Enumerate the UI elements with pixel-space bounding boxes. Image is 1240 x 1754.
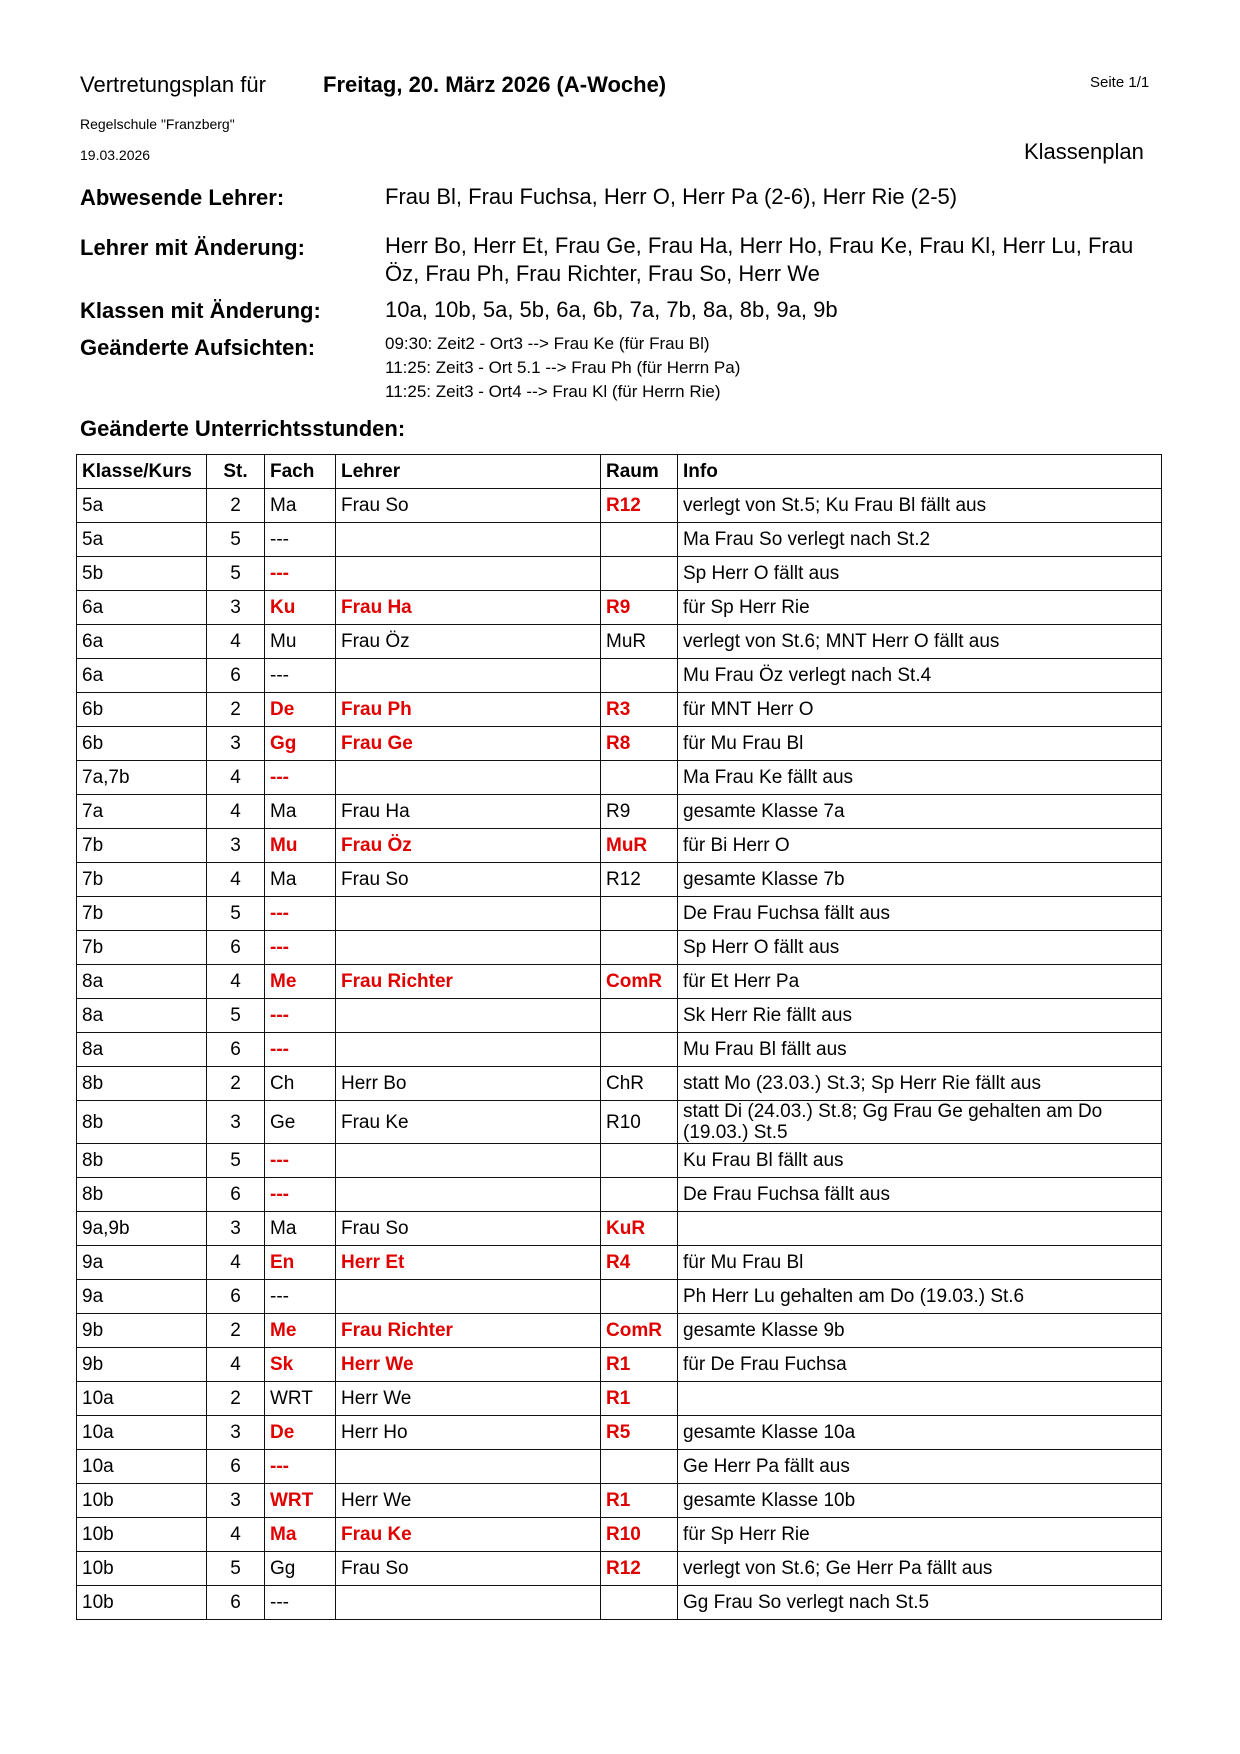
cell-info: Mu Frau Öz verlegt nach St.4 (678, 659, 1162, 693)
cell-info: Ph Herr Lu gehalten am Do (19.03.) St.6 (678, 1280, 1162, 1314)
cell-fach: Sk (265, 1348, 336, 1382)
cell-raum: MuR (601, 625, 678, 659)
cell-lehrer: Frau So (336, 863, 601, 897)
cell-info: für Sp Herr Rie (678, 1518, 1162, 1552)
table-row (77, 591, 1162, 625)
cell-info (678, 1382, 1162, 1416)
supervision-label: Geänderte Aufsichten: (80, 335, 316, 360)
table-row (77, 1484, 1162, 1518)
table-body (77, 489, 1162, 1620)
cell-info: Sp Herr O fällt aus (678, 931, 1162, 965)
cell-info: für Bi Herr O (678, 829, 1162, 863)
cell-lehrer: Frau Ha (336, 591, 601, 625)
cell-stunde: 4 (207, 625, 265, 659)
table-row (77, 1314, 1162, 1348)
cell-stunde: 3 (207, 591, 265, 625)
table-row (77, 1033, 1162, 1067)
cell-raum: R8 (601, 727, 678, 761)
cell-lehrer: Herr We (336, 1348, 601, 1382)
cell-raum (601, 1586, 678, 1620)
cell-lehrer: Frau Ph (336, 693, 601, 727)
cell-klasse: 9b (77, 1348, 207, 1382)
cell-fach: En (265, 1246, 336, 1280)
cell-fach: Me (265, 965, 336, 999)
cell-stunde: 4 (207, 863, 265, 897)
table-row (77, 523, 1162, 557)
table-row (77, 1552, 1162, 1586)
cell-stunde: 5 (207, 897, 265, 931)
cell-lehrer: Frau So (336, 1552, 601, 1586)
cell-stunde: 6 (207, 1450, 265, 1484)
header-stunde: St. (207, 455, 265, 489)
supervision-line: 09:30: Zeit2 - Ort3 --> Frau Ke (für Frau Bl) (385, 334, 710, 353)
cell-fach: Ge (265, 1101, 336, 1144)
cell-klasse: 10b (77, 1518, 207, 1552)
supervision-line: 11:25: Zeit3 - Ort4 --> Frau Kl (für Herrn Rie) (385, 382, 721, 401)
table-row (77, 999, 1162, 1033)
cell-klasse: 10a (77, 1450, 207, 1484)
table-row (77, 1144, 1162, 1178)
cell-raum: R9 (601, 795, 678, 829)
cell-klasse: 8a (77, 1033, 207, 1067)
cell-info: Sp Herr O fällt aus (678, 557, 1162, 591)
cell-lehrer (336, 897, 601, 931)
table-row (77, 1518, 1162, 1552)
cell-raum: R3 (601, 693, 678, 727)
cell-klasse: 6a (77, 659, 207, 693)
cell-raum (601, 931, 678, 965)
cell-klasse: 7b (77, 829, 207, 863)
table-row (77, 1586, 1162, 1620)
cell-stunde: 6 (207, 1178, 265, 1212)
cell-fach: Mu (265, 625, 336, 659)
cell-lehrer: Frau So (336, 1212, 601, 1246)
cell-stunde: 4 (207, 1348, 265, 1382)
cell-raum (601, 1450, 678, 1484)
cell-raum (601, 761, 678, 795)
cell-info: statt Mo (23.03.) St.3; Sp Herr Rie fällt aus (678, 1067, 1162, 1101)
school-name: Regelschule "Franzberg" (80, 116, 235, 132)
cell-fach: Mu (265, 829, 336, 863)
absent-teachers-value: Frau Bl, Frau Fuchsa, Herr O, Herr Pa (2-6), Herr Rie (2-5) (385, 184, 958, 209)
page-title-date: Freitag, 20. März 2026 (A-Woche) (323, 72, 667, 97)
cell-lehrer: Herr Ho (336, 1416, 601, 1450)
cell-klasse: 6b (77, 727, 207, 761)
cell-klasse: 8a (77, 999, 207, 1033)
cell-info: für Mu Frau Bl (678, 1246, 1162, 1280)
cell-info: verlegt von St.6; MNT Herr O fällt aus (678, 625, 1162, 659)
cell-fach: --- (265, 1280, 336, 1314)
cell-klasse: 7a (77, 795, 207, 829)
cell-lehrer: Frau Ge (336, 727, 601, 761)
table-row (77, 1348, 1162, 1382)
cell-lehrer (336, 557, 601, 591)
cell-fach: Me (265, 1314, 336, 1348)
cell-info: gesamte Klasse 9b (678, 1314, 1162, 1348)
cell-stunde: 6 (207, 1033, 265, 1067)
cell-klasse: 5a (77, 489, 207, 523)
cell-lehrer: Herr Bo (336, 1067, 601, 1101)
cell-info: für Et Herr Pa (678, 965, 1162, 999)
cell-fach: Ku (265, 591, 336, 625)
cell-raum: R10 (601, 1518, 678, 1552)
cell-fach: --- (265, 897, 336, 931)
cell-info: Ge Herr Pa fällt aus (678, 1450, 1162, 1484)
cell-lehrer (336, 931, 601, 965)
changed-classes-value: 10a, 10b, 5a, 5b, 6a, 6b, 7a, 7b, 8a, 8b, 9a, 9b (385, 297, 838, 322)
cell-stunde: 4 (207, 795, 265, 829)
cell-raum: R1 (601, 1484, 678, 1518)
table-row (77, 761, 1162, 795)
cell-fach: --- (265, 999, 336, 1033)
cell-info: statt Di (24.03.) St.8; Gg Frau Ge gehalten am Do (19.03.) St.5 (678, 1101, 1162, 1144)
cell-klasse: 10b (77, 1586, 207, 1620)
cell-info: für De Frau Fuchsa (678, 1348, 1162, 1382)
supervision-line: 11:25: Zeit3 - Ort 5.1 --> Frau Ph (für Herrn Pa) (385, 358, 741, 377)
cell-stunde: 6 (207, 931, 265, 965)
cell-raum: R12 (601, 863, 678, 897)
cell-raum: R10 (601, 1101, 678, 1144)
table-row (77, 1212, 1162, 1246)
table-row (77, 625, 1162, 659)
cell-fach: Ma (265, 863, 336, 897)
cell-lehrer (336, 999, 601, 1033)
cell-klasse: 10b (77, 1552, 207, 1586)
table-row (77, 965, 1162, 999)
created-date: 19.03.2026 (80, 147, 151, 163)
substitution-table (76, 454, 1162, 1620)
cell-fach: Ma (265, 795, 336, 829)
table-row (77, 659, 1162, 693)
cell-lehrer (336, 761, 601, 795)
cell-lehrer: Herr We (336, 1484, 601, 1518)
cell-info: Sk Herr Rie fällt aus (678, 999, 1162, 1033)
cell-lehrer (336, 1178, 601, 1212)
cell-info: für MNT Herr O (678, 693, 1162, 727)
cell-lehrer (336, 659, 601, 693)
table-row (77, 1067, 1162, 1101)
table-row (77, 1382, 1162, 1416)
cell-raum (601, 1144, 678, 1178)
cell-lehrer: Frau Ha (336, 795, 601, 829)
cell-lehrer: Frau Öz (336, 625, 601, 659)
cell-raum (601, 523, 678, 557)
cell-info: De Frau Fuchsa fällt aus (678, 1178, 1162, 1212)
table-row (77, 557, 1162, 591)
cell-info: Ma Frau Ke fällt aus (678, 761, 1162, 795)
cell-fach: --- (265, 1586, 336, 1620)
cell-raum: ComR (601, 965, 678, 999)
cell-lehrer (336, 1144, 601, 1178)
cell-raum: MuR (601, 829, 678, 863)
cell-fach: --- (265, 523, 336, 557)
cell-klasse: 8b (77, 1067, 207, 1101)
cell-klasse: 9a (77, 1246, 207, 1280)
cell-stunde: 4 (207, 1518, 265, 1552)
cell-klasse: 5b (77, 557, 207, 591)
cell-fach: --- (265, 1178, 336, 1212)
table-row (77, 1416, 1162, 1450)
cell-fach: De (265, 693, 336, 727)
cell-info: gesamte Klasse 7a (678, 795, 1162, 829)
cell-raum: ComR (601, 1314, 678, 1348)
header-klasse: Klasse/Kurs (77, 455, 207, 489)
cell-info: gesamte Klasse 7b (678, 863, 1162, 897)
cell-fach: WRT (265, 1382, 336, 1416)
cell-lehrer (336, 1450, 601, 1484)
table-row (77, 1450, 1162, 1484)
cell-stunde: 3 (207, 1101, 265, 1144)
cell-raum: R12 (601, 1552, 678, 1586)
table-row (77, 1246, 1162, 1280)
cell-klasse: 6b (77, 693, 207, 727)
cell-stunde: 6 (207, 1586, 265, 1620)
title-label: Vertretungsplan für (80, 72, 266, 97)
cell-info: gesamte Klasse 10b (678, 1484, 1162, 1518)
cell-raum (601, 1178, 678, 1212)
cell-lehrer (336, 1586, 601, 1620)
cell-fach: --- (265, 1033, 336, 1067)
cell-info: Ku Frau Bl fällt aus (678, 1144, 1162, 1178)
cell-fach: --- (265, 1450, 336, 1484)
table-row (77, 863, 1162, 897)
cell-klasse: 10b (77, 1484, 207, 1518)
cell-raum: ChR (601, 1067, 678, 1101)
cell-stunde: 4 (207, 965, 265, 999)
cell-klasse: 9a (77, 1280, 207, 1314)
table-row (77, 693, 1162, 727)
cell-klasse: 8b (77, 1144, 207, 1178)
table-row (77, 1178, 1162, 1212)
cell-klasse: 7a,7b (77, 761, 207, 795)
cell-klasse: 6a (77, 625, 207, 659)
table-row (77, 1101, 1162, 1144)
cell-fach: Ch (265, 1067, 336, 1101)
cell-stunde: 3 (207, 829, 265, 863)
cell-fach: --- (265, 1144, 336, 1178)
cell-raum: R9 (601, 591, 678, 625)
cell-klasse: 10a (77, 1416, 207, 1450)
cell-lehrer: Herr Et (336, 1246, 601, 1280)
cell-info (678, 1212, 1162, 1246)
cell-raum: R12 (601, 489, 678, 523)
changed-classes-label: Klassen mit Änderung: (80, 298, 321, 323)
cell-stunde: 4 (207, 1246, 265, 1280)
cell-raum (601, 1033, 678, 1067)
cell-info: Ma Frau So verlegt nach St.2 (678, 523, 1162, 557)
absent-teachers-label: Abwesende Lehrer: (80, 185, 285, 210)
cell-fach: Ma (265, 1518, 336, 1552)
cell-klasse: 8b (77, 1178, 207, 1212)
cell-stunde: 2 (207, 1067, 265, 1101)
cell-info: verlegt von St.5; Ku Frau Bl fällt aus (678, 489, 1162, 523)
cell-lehrer: Frau Öz (336, 829, 601, 863)
cell-raum (601, 999, 678, 1033)
cell-stunde: 3 (207, 1416, 265, 1450)
cell-fach: --- (265, 659, 336, 693)
cell-klasse: 6a (77, 591, 207, 625)
cell-info: für Mu Frau Bl (678, 727, 1162, 761)
cell-lehrer (336, 1280, 601, 1314)
cell-klasse: 9a,9b (77, 1212, 207, 1246)
cell-lehrer: Frau Ke (336, 1101, 601, 1144)
cell-fach: WRT (265, 1484, 336, 1518)
cell-info: gesamte Klasse 10a (678, 1416, 1162, 1450)
header-lehrer: Lehrer (336, 455, 601, 489)
cell-info: für Sp Herr Rie (678, 591, 1162, 625)
cell-stunde: 2 (207, 1314, 265, 1348)
cell-klasse: 8a (77, 965, 207, 999)
cell-stunde: 2 (207, 693, 265, 727)
changed-teachers-value: Herr Bo, Herr Et, Frau Ge, Frau Ha, Herr Ho, Frau Ke, Frau Kl, Herr Lu, Frau Öz, Frau Ph, Frau Richter, Frau So, Herr We (385, 233, 1134, 286)
page-number: Seite 1/1 (1090, 74, 1150, 91)
table-row (77, 897, 1162, 931)
cell-stunde: 3 (207, 1484, 265, 1518)
cell-raum (601, 897, 678, 931)
cell-stunde: 3 (207, 1212, 265, 1246)
cell-lehrer: Frau Richter (336, 965, 601, 999)
cell-stunde: 3 (207, 727, 265, 761)
cell-fach: Gg (265, 1552, 336, 1586)
cell-raum (601, 1280, 678, 1314)
cell-lehrer: Frau So (336, 489, 601, 523)
changed-teachers-label: Lehrer mit Änderung: (80, 235, 305, 260)
table-header-row (77, 455, 1162, 489)
cell-stunde: 5 (207, 523, 265, 557)
cell-lehrer: Herr We (336, 1382, 601, 1416)
cell-info: verlegt von St.6; Ge Herr Pa fällt aus (678, 1552, 1162, 1586)
cell-klasse: 5a (77, 523, 207, 557)
cell-raum: KuR (601, 1212, 678, 1246)
cell-raum: R1 (601, 1382, 678, 1416)
cell-stunde: 5 (207, 1552, 265, 1586)
header-info: Info (678, 455, 1162, 489)
cell-info: De Frau Fuchsa fällt aus (678, 897, 1162, 931)
cell-lehrer (336, 523, 601, 557)
table-row (77, 727, 1162, 761)
cell-fach: Ma (265, 489, 336, 523)
table-row (77, 1280, 1162, 1314)
cell-klasse: 8b (77, 1101, 207, 1144)
cell-klasse: 7b (77, 863, 207, 897)
cell-lehrer: Frau Richter (336, 1314, 601, 1348)
cell-klasse: 7b (77, 931, 207, 965)
plan-type: Klassenplan (1024, 139, 1144, 164)
cell-info: Gg Frau So verlegt nach St.5 (678, 1586, 1162, 1620)
cell-raum: R1 (601, 1348, 678, 1382)
cell-fach: Ma (265, 1212, 336, 1246)
cell-fach: De (265, 1416, 336, 1450)
cell-raum (601, 659, 678, 693)
cell-stunde: 5 (207, 999, 265, 1033)
cell-raum: R5 (601, 1416, 678, 1450)
cell-fach: --- (265, 931, 336, 965)
cell-raum: R4 (601, 1246, 678, 1280)
cell-stunde: 5 (207, 557, 265, 591)
cell-lehrer (336, 1033, 601, 1067)
cell-klasse: 9b (77, 1314, 207, 1348)
cell-fach: Gg (265, 727, 336, 761)
cell-klasse: 10a (77, 1382, 207, 1416)
cell-fach: --- (265, 761, 336, 795)
cell-klasse: 7b (77, 897, 207, 931)
table-row (77, 829, 1162, 863)
header-raum: Raum (601, 455, 678, 489)
table-row (77, 931, 1162, 965)
table-row (77, 489, 1162, 523)
lessons-heading: Geänderte Unterrichtsstunden: (80, 416, 406, 441)
cell-stunde: 2 (207, 489, 265, 523)
cell-info: Mu Frau Bl fällt aus (678, 1033, 1162, 1067)
cell-stunde: 4 (207, 761, 265, 795)
cell-raum (601, 557, 678, 591)
cell-stunde: 2 (207, 1382, 265, 1416)
cell-stunde: 5 (207, 1144, 265, 1178)
cell-stunde: 6 (207, 1280, 265, 1314)
table-row (77, 795, 1162, 829)
cell-stunde: 6 (207, 659, 265, 693)
cell-lehrer: Frau Ke (336, 1518, 601, 1552)
cell-fach: --- (265, 557, 336, 591)
header-fach: Fach (265, 455, 336, 489)
